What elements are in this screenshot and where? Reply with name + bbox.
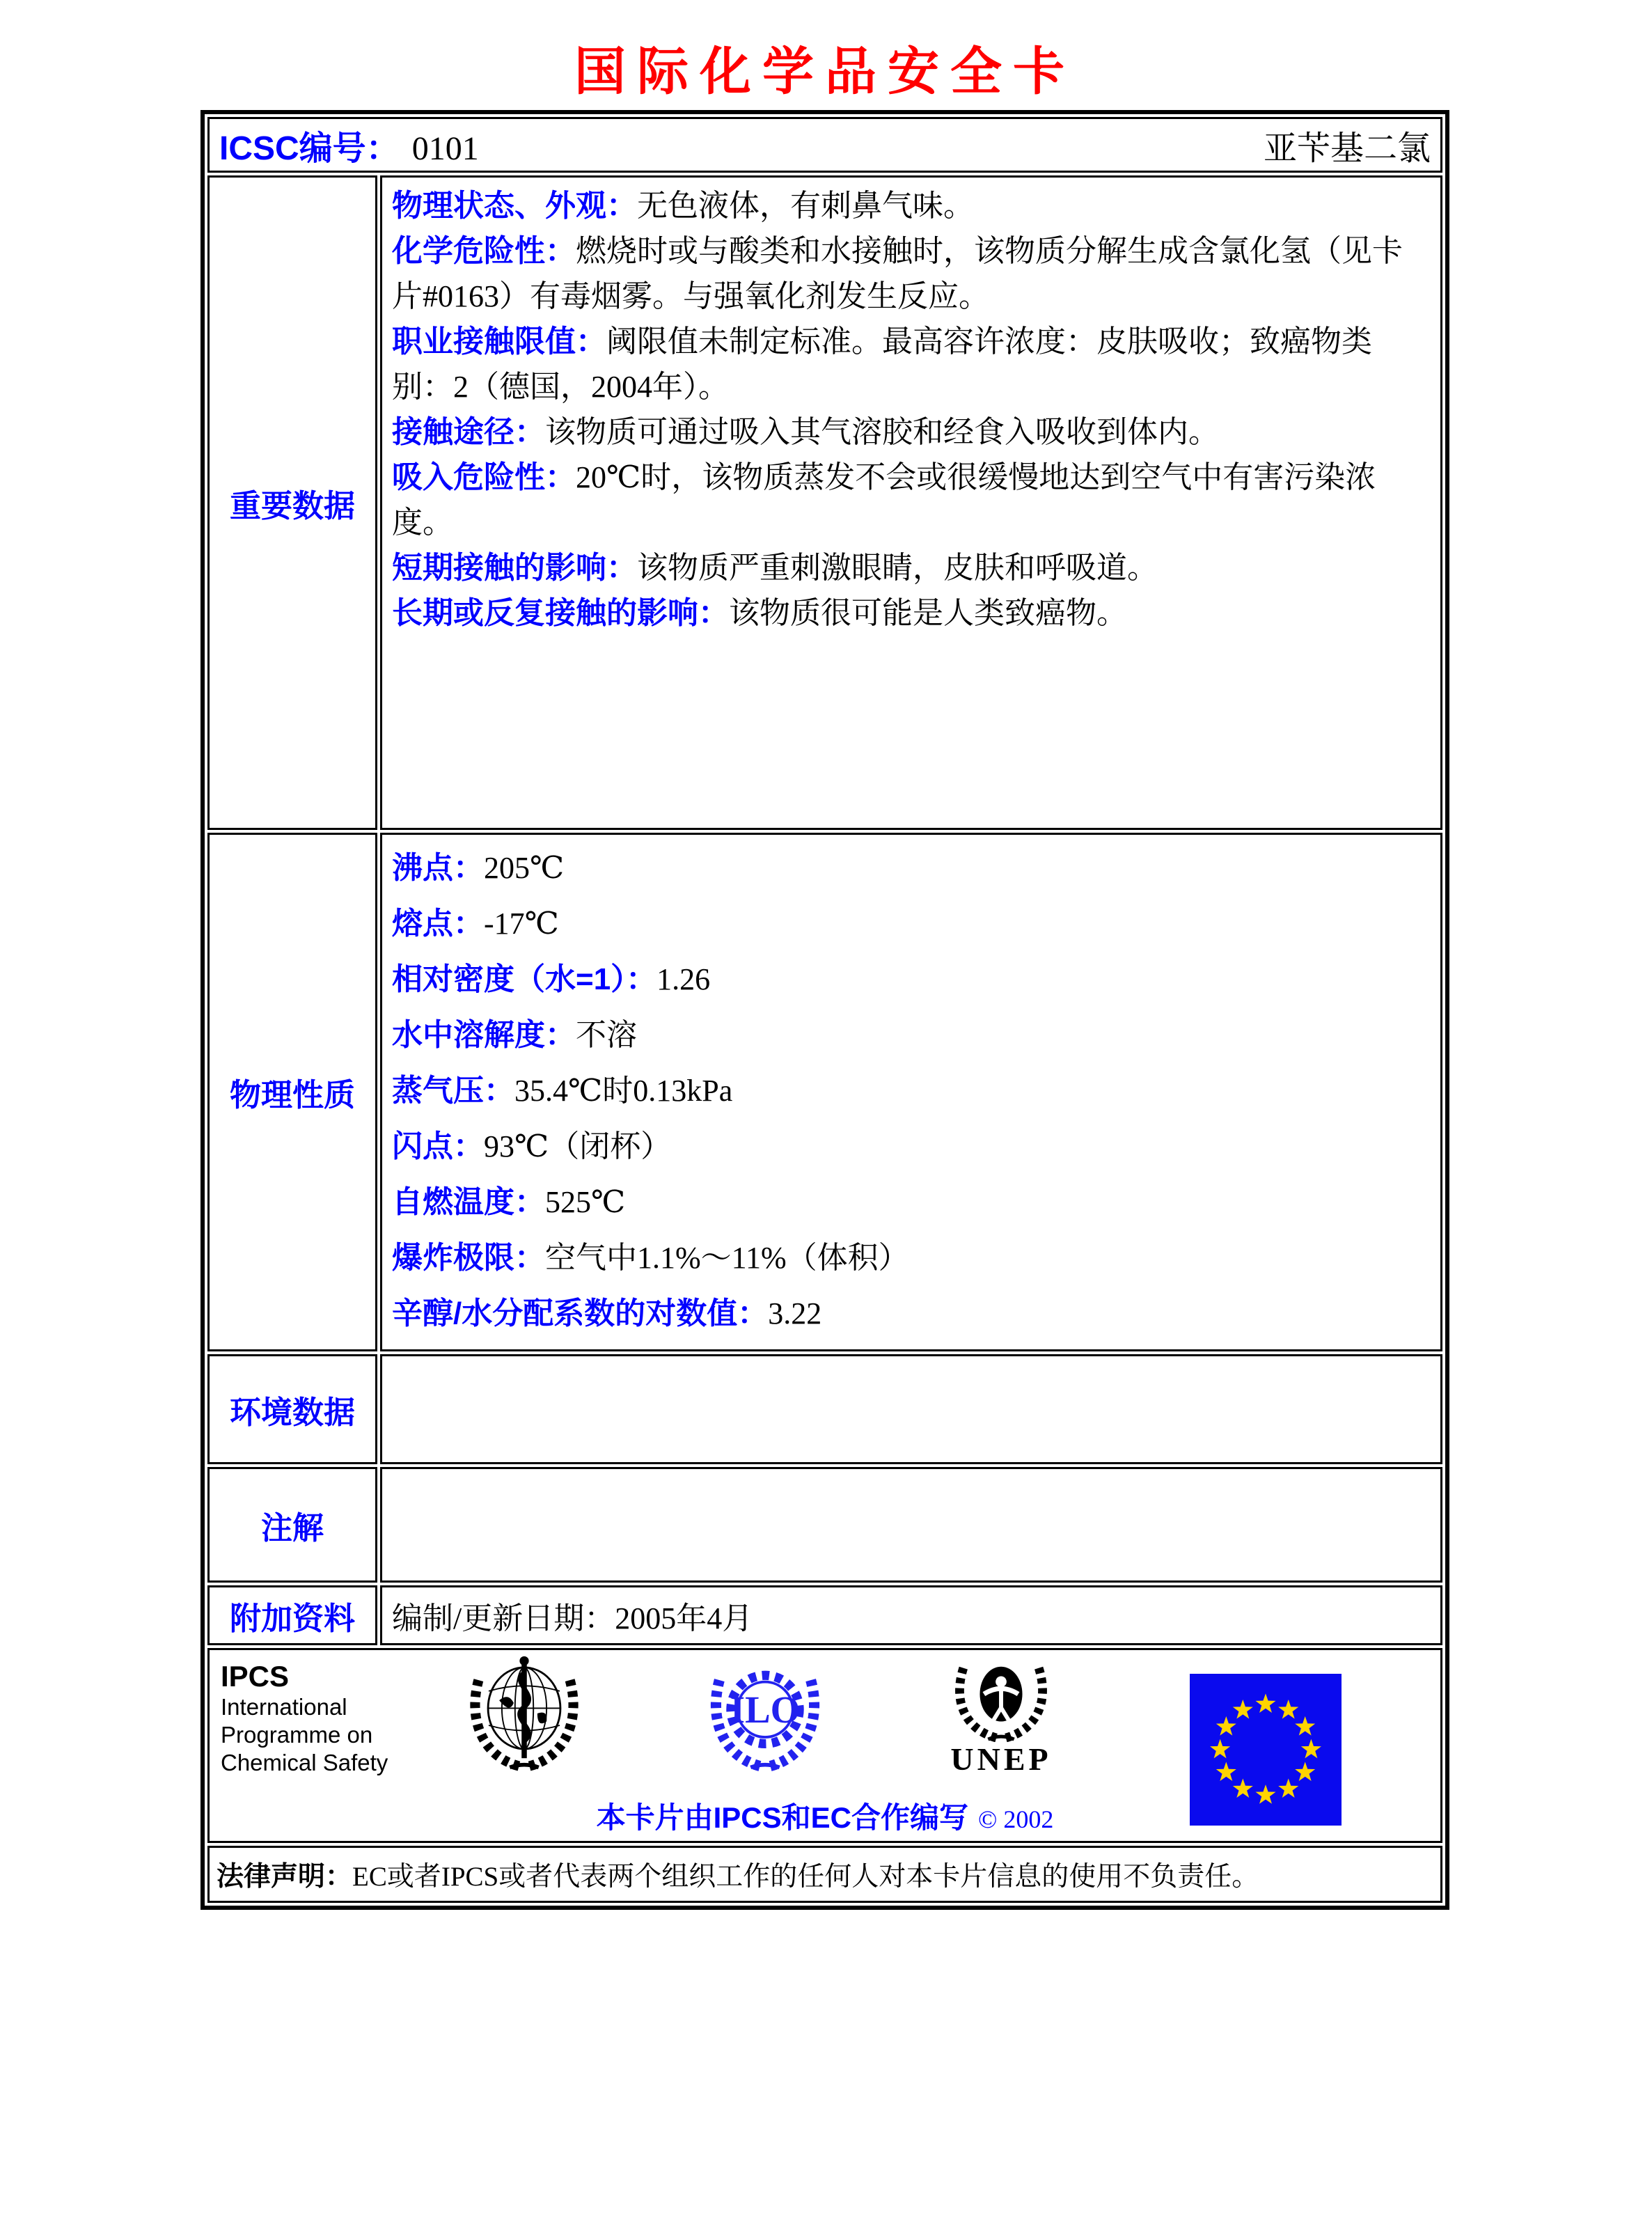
important-data-content xyxy=(380,175,1442,830)
svg-text:ILO: ILO xyxy=(730,1688,801,1732)
physical-properties-content xyxy=(380,833,1442,1351)
card-header xyxy=(219,121,1431,169)
ipcs-line: Chemical Safety xyxy=(221,1750,388,1775)
caption-text: 本卡片由IPCS和EC合作编写 xyxy=(596,1801,968,1834)
physical-property-item: 爆炸极限：空气中1.1%～11%（体积） xyxy=(392,1241,909,1275)
card-header-cell xyxy=(207,117,1442,173)
ipcs-title: IPCS xyxy=(221,1660,290,1693)
physical-property-item: 自燃温度：525℃ xyxy=(392,1185,626,1219)
unep-emblem-icon xyxy=(942,1653,1060,1742)
physical-properties-row xyxy=(207,833,1442,1351)
physical-property-item: 相对密度（水=1）：1.26 xyxy=(392,962,711,996)
important-data-item: 职业接触限值：阈限值未制定标准。最高容许浓度：皮肤吸收；致癌物类别：2（德国，2004年）。 xyxy=(392,324,1372,404)
icsc-number-value: 0101 xyxy=(411,130,479,167)
page-title: 国际化学品安全卡 xyxy=(574,44,1076,101)
ipcs-line: International xyxy=(221,1694,347,1720)
physical-property-item: 辛醇/水分配系数的对数值：3.22 xyxy=(392,1296,822,1331)
legal-row xyxy=(207,1846,1442,1903)
important-data-item: 物理状态、外观：无色液体，有刺鼻气味。 xyxy=(392,189,974,223)
physical-property-item: 闪点：93℃（闭杯） xyxy=(392,1129,672,1163)
section-label-notes: 注解 xyxy=(207,1467,377,1583)
additional-info-row xyxy=(207,1585,1442,1645)
ipcs-line: Programme on xyxy=(221,1722,373,1748)
physical-property-item: 水中溶解度：不溶 xyxy=(392,1018,637,1052)
section-label-physical-properties: 物理性质 xyxy=(207,833,377,1351)
ipcs-text-block xyxy=(221,1660,388,1777)
environmental-data-row xyxy=(207,1354,1442,1464)
logos-row xyxy=(207,1648,1442,1843)
update-date: 编制/更新日期：2005年4月 xyxy=(392,1601,753,1635)
important-data-item: 短期接触的影响：该物质严重刺激眼睛，皮肤和呼吸道。 xyxy=(392,551,1158,585)
environmental-data-content xyxy=(380,1354,1442,1464)
icsc-number-group xyxy=(219,121,479,169)
chemical-name: 亚苄基二氯 xyxy=(1263,130,1431,167)
physical-property-item: 熔点：-17℃ xyxy=(392,907,559,941)
logos-cell xyxy=(207,1648,1442,1843)
icsc-number-label: ICSC编号： xyxy=(219,130,400,167)
icsc-card-table xyxy=(200,110,1449,1910)
important-data-item: 接触途径：该物质可通过吸入其气溶胶和经食入吸收到体内。 xyxy=(392,415,1219,449)
legal-text: EC或者IPCS或者代表两个组织工作的任何人对本卡片信息的使用不负责任。 xyxy=(352,1862,1259,1892)
who-emblem-icon xyxy=(457,1654,591,1773)
legal-cell xyxy=(207,1846,1442,1903)
physical-property-item: 沸点：205℃ xyxy=(392,851,565,885)
section-label-important-data: 重要数据 xyxy=(207,175,377,830)
unep-block xyxy=(942,1653,1060,1777)
additional-info-content xyxy=(380,1585,1442,1645)
unep-label: UNEP xyxy=(950,1741,1052,1777)
section-label-additional-info: 附加资料 xyxy=(207,1585,377,1645)
important-data-row xyxy=(207,175,1442,830)
legal-label: 法律声明： xyxy=(217,1862,353,1892)
copyright-text: © 2002 xyxy=(978,1805,1054,1833)
section-label-environmental-data: 环境数据 xyxy=(207,1354,377,1464)
header-row xyxy=(207,117,1442,173)
physical-property-item: 蒸气压：35.4℃时0.13kPa xyxy=(392,1074,733,1108)
notes-content xyxy=(380,1467,1442,1583)
notes-row xyxy=(207,1467,1442,1583)
important-data-item: 吸入危险性：20℃时，该物质蒸发不会或很缓慢地达到空气中有害污染浓度。 xyxy=(392,460,1376,540)
important-data-item: 化学危险性：燃烧时或与酸类和水接触时，该物质分解生成含氯化氢（见卡片#0163）有毒烟雾。与强氧化剂发生反应。 xyxy=(392,234,1403,313)
ilo-emblem-icon xyxy=(698,1654,832,1773)
footer-caption xyxy=(210,1795,1440,1837)
important-data-item: 长期或反复接触的影响：该物质很可能是人类致癌物。 xyxy=(392,596,1127,630)
